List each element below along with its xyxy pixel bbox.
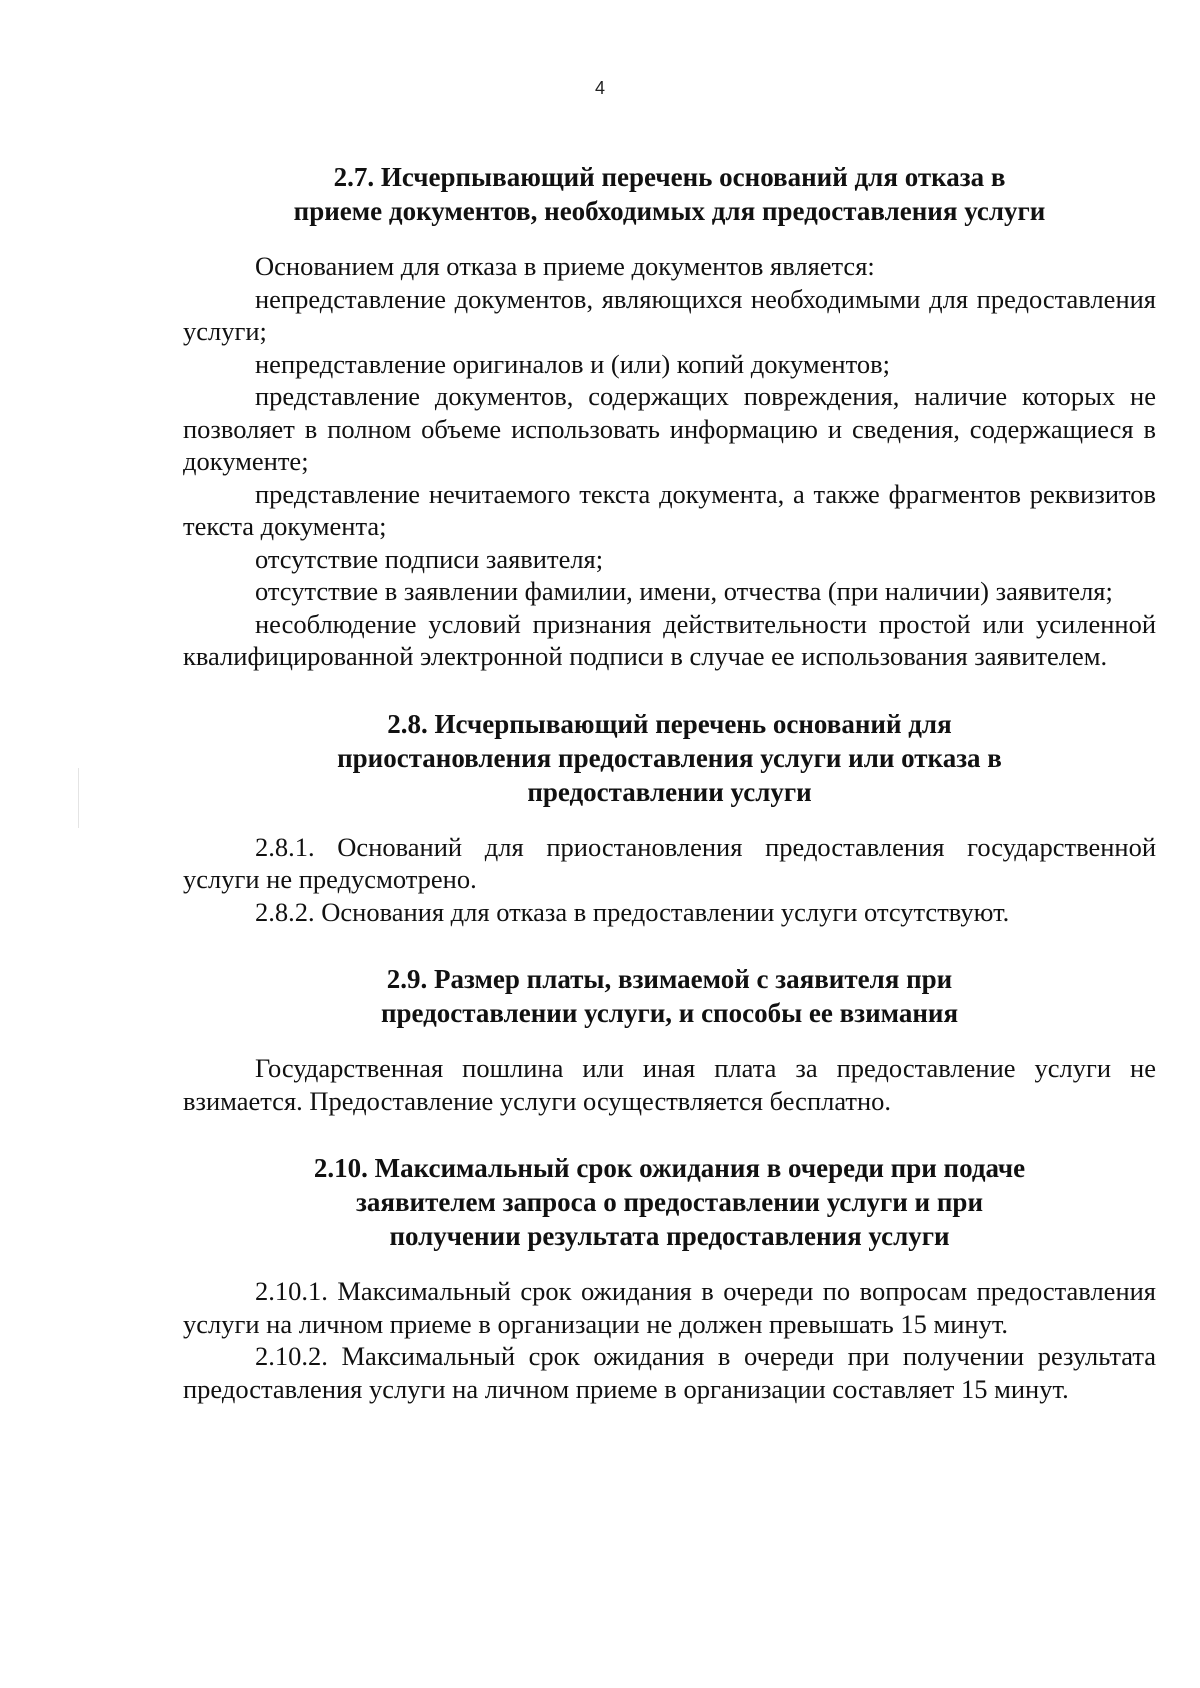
section-2-9 [183,962,1156,1117]
paragraph: 2.10.2. Максимальный срок ожидания в очереди при получении результата предоставления услуги на личном приеме в организации составляет 15 минут. [183,1341,1156,1404]
heading-line: получении результата предоставления услуги [389,1221,950,1251]
section-heading [183,962,1156,1030]
paragraph: Государственная пошлина или иная плата за предоставление услуги не взимается. Предоставление услуги осуществляется бесплатно. [183,1053,1156,1116]
paragraph: отсутствие подписи заявителя; [255,543,604,574]
paragraph: 2.8.1. Оснований для приостановления предоставления государственной услуги не предусмотрено. [183,831,1156,894]
heading-line: 2.7. Исчерпывающий перечень оснований для отказа в [333,162,1006,192]
heading-line: предоставлении услуги [527,776,812,807]
heading-line: 2.9. Размер платы, взимаемой с заявителя при [386,964,953,994]
heading-line: предоставлении услуги, и способы ее взимания [380,998,959,1028]
section-heading [183,707,1156,809]
paragraph: Основанием для отказа в приеме документов является: [255,251,875,281]
section-2-10 [183,1151,1156,1405]
page-number: 4 [594,78,605,98]
heading-line: заявителем запроса о предоставлении услуги и при [355,1187,983,1217]
section-2-7 [183,160,1156,673]
paragraph: несоблюдение условий признания действительности простой или усиленной квалифицированной электронной подписи в случае ее использования заявителем. [183,608,1156,671]
paragraph: непредставление оригиналов и (или) копий документов; [255,348,890,379]
heading-line: 2.10. Максимальный срок ожидания в очереди при подаче [313,1153,1026,1183]
paragraph: представление нечитаемого текста документа, а также фрагментов реквизитов текста документа; [183,478,1156,541]
section-2-8 [183,707,1156,929]
paragraph: отсутствие в заявлении фамилии, имени, отчества (при наличии) заявителя; [255,576,1113,606]
heading-line: приостановления предоставления услуги или отказа в [337,742,1002,773]
heading-line: 2.8. Исчерпывающий перечень оснований для [387,708,952,739]
paragraph: представление документов, содержащих повреждения, наличие которых не позволяет в полном объеме использовать информацию и сведения, содержащиеся в документе; [183,381,1156,476]
paragraph: 2.10.1. Максимальный срок ожидания в очереди по вопросам предоставления услуги на личном приеме в организации не должен превышать 15 минут. [183,1276,1156,1339]
scan-margin-mark [78,768,79,828]
paragraph: непредставление документов, являющихся необходимыми для предоставления услуги; [183,283,1156,346]
document-body [183,160,1156,1405]
section-heading [183,160,1156,228]
section-heading [183,1151,1156,1253]
heading-line: приеме документов, необходимых для предоставления услуги [293,196,1046,226]
paragraph: 2.8.2. Основания для отказа в предоставлении услуги отсутствуют. [255,896,1010,927]
